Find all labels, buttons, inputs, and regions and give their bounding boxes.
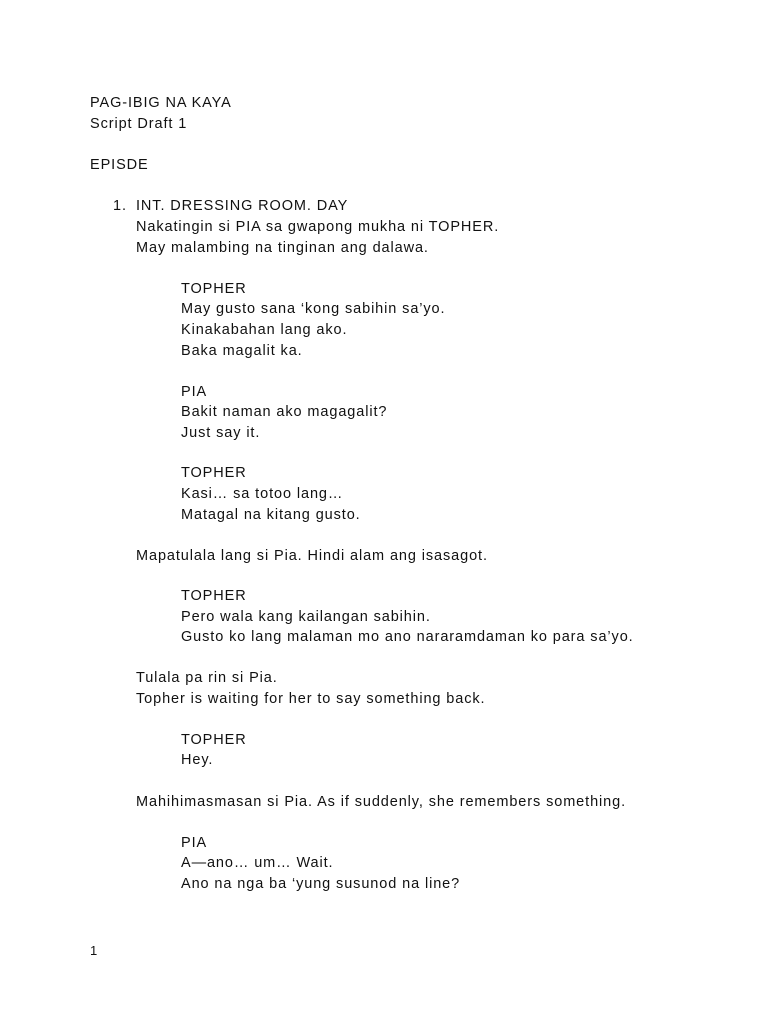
action-line: Topher is waiting for her to say something back. — [136, 691, 486, 707]
dialogue-line: Matagal na kitang gusto. — [181, 507, 361, 523]
page-number: 1 — [90, 943, 99, 958]
dialogue-line: Bakit naman ako magagalit? — [181, 404, 388, 420]
draft-label: Script Draft 1 — [90, 116, 188, 132]
episode-label: EPISDE — [90, 157, 149, 173]
character-name: TOPHER — [181, 465, 247, 481]
dialogue-line: May gusto sana ‘kong sabihin sa’yo. — [181, 301, 446, 317]
action-line: Mapatulala lang si Pia. Hindi alam ang isasagot. — [136, 548, 488, 564]
dialogue-line: Hey. — [181, 752, 214, 768]
action-line: Nakatingin si PIA sa gwapong mukha ni TOPHER. — [136, 219, 500, 235]
action-line: Tulala pa rin si Pia. — [136, 670, 278, 686]
action-line: Mahihimasmasan si Pia. As if suddenly, she remembers something. — [136, 794, 627, 810]
script-title: PAG-IBIG NA KAYA — [90, 95, 232, 111]
character-name: TOPHER — [181, 281, 247, 297]
character-name: PIA — [181, 384, 208, 400]
dialogue-line: Kinakabahan lang ako. — [181, 322, 348, 338]
dialogue-line: Kasi… sa totoo lang… — [181, 486, 344, 502]
character-name: PIA — [181, 835, 208, 851]
scene-number: 1. — [113, 198, 127, 214]
action-line: May malambing na tinginan ang dalawa. — [136, 240, 429, 256]
dialogue-line: Baka magalit ka. — [181, 343, 303, 359]
scene-heading: INT. DRESSING ROOM. DAY — [136, 198, 349, 214]
character-name: TOPHER — [181, 588, 247, 604]
dialogue-line: Ano na nga ba ‘yung susunod na line? — [181, 876, 461, 892]
dialogue-line: A—ano… um… Wait. — [181, 855, 334, 871]
dialogue-line: Pero wala kang kailangan sabihin. — [181, 609, 431, 625]
dialogue-line: Gusto ko lang malaman mo ano nararamdaman ko para sa’yo. — [181, 629, 634, 645]
character-name: TOPHER — [181, 732, 247, 748]
dialogue-line: Just say it. — [181, 425, 261, 441]
